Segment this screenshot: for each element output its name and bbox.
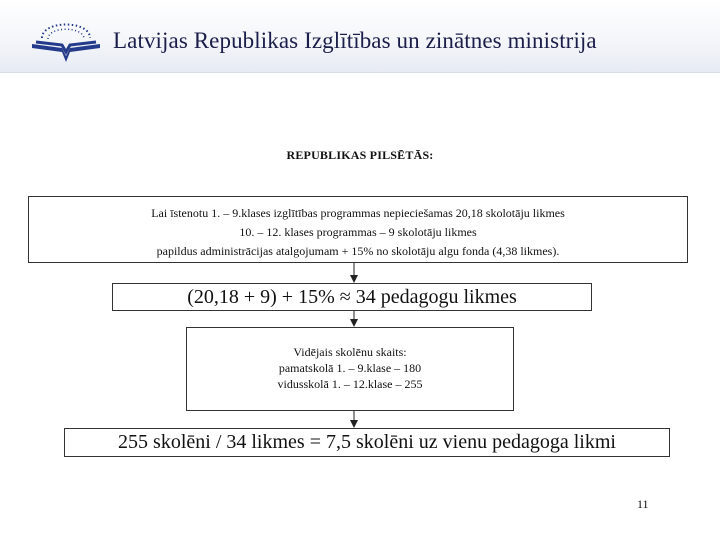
page-number: 11: [637, 497, 649, 511]
ministry-book-emblem-icon: [28, 8, 104, 66]
average-students-line-3: vidusskolā 1. – 12.klase – 255: [277, 377, 423, 391]
average-students-line-1: Vidējais skolēnu skaits:: [293, 345, 407, 359]
header-title: Latvijas Republikas Izglītības un zinātnes ministrija: [113, 28, 597, 53]
section-heading: REPUBLIKAS PILSĒTĀS:: [286, 148, 434, 162]
rates-total-box: (20,18 + 9) + 15% ≈ 34 pedagogu likmes: [112, 283, 592, 311]
teacher-rates-box: [28, 196, 688, 263]
average-students-line-2: pamatskolā 1. – 9.klase – 180: [278, 361, 422, 375]
header-banner: [0, 0, 720, 73]
teacher-rates-line-2: 10. – 12. klases programmas – 9 skolotāju likmes: [239, 225, 477, 239]
teacher-rates-line-1: Lai īstenotu 1. – 9.klases izglītības programmas nepieciešamas 20,18 skolotāju likmes: [151, 206, 565, 220]
students-per-rate-box: 255 skolēni / 34 likmes = 7,5 skolēni uz vienu pedagoga likmi: [64, 428, 670, 457]
arrow-down-icon: [349, 311, 359, 327]
teacher-rates-line-3: papildus administrācijas atalgojumam + 15% no skolotāju algu fonda (4,38 likmes).: [156, 244, 560, 258]
arrow-down-icon: [349, 411, 359, 428]
arrow-down-icon: [349, 263, 359, 283]
average-students-box: [186, 327, 514, 411]
